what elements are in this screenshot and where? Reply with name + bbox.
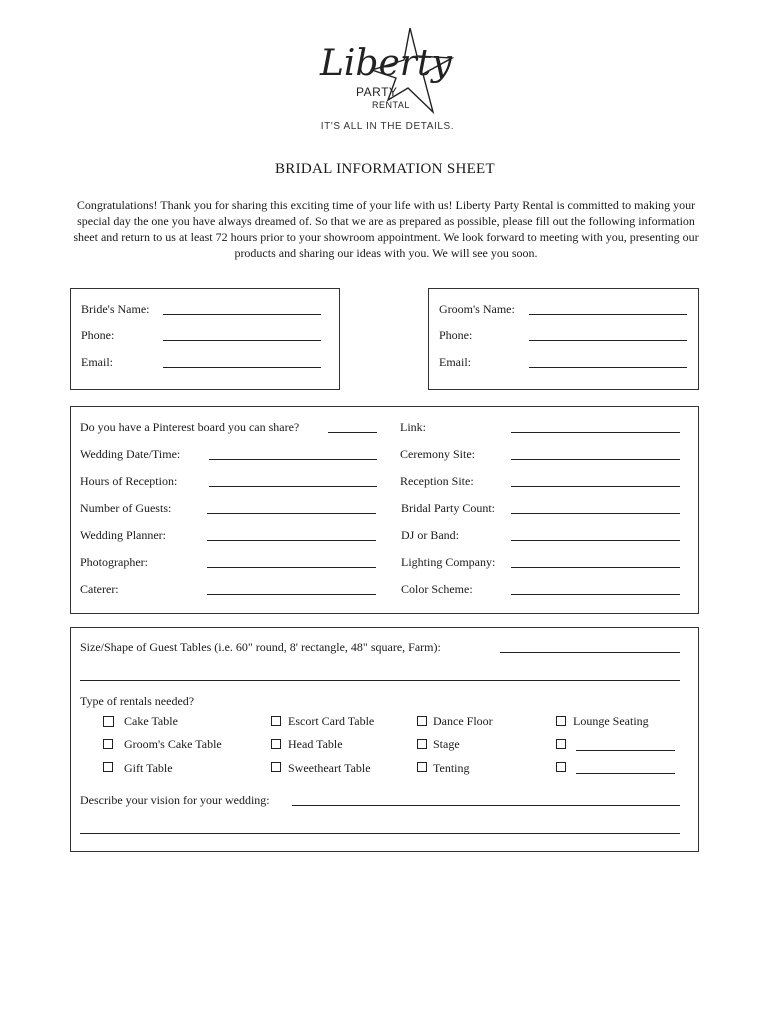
color-scheme-label: Color Scheme: <box>401 582 473 596</box>
intro-paragraph: Congratulations! Thank you for sharing this exciting time of your life with us! Liberty Party Rental is committed to making your special day the one you have always dreamed of. So that we are as prepared as possible, please fill out the following information sheet and return to us at least 72 hours prior to your showroom appointment. We look forward to meeting with you, presenting our products and sharing our ideas with you. We will see you soon. <box>73 198 699 260</box>
dj-label: DJ or Band: <box>401 528 459 542</box>
escort-card-table-label: Escort Card Table <box>288 714 375 728</box>
table-shape-label: Size/Shape of Guest Tables (i.e. 60" round, 8' rectangle, 48" square, Farm): <box>80 640 441 654</box>
other-rental-2-checkbox[interactable] <box>556 762 566 772</box>
lighting-label: Lighting Company: <box>401 555 496 569</box>
lighting-field[interactable] <box>511 567 680 568</box>
groom-email-label: Email: <box>439 355 471 369</box>
link-label: Link: <box>400 420 426 434</box>
cake-table-checkbox[interactable] <box>103 716 114 727</box>
gift-table-checkbox[interactable] <box>103 762 113 772</box>
cake-table-label: Cake Table <box>124 714 178 728</box>
other-rental-2-field[interactable] <box>576 773 675 774</box>
color-scheme-field[interactable] <box>511 594 680 595</box>
planner-field[interactable] <box>207 540 376 541</box>
groom-email-field[interactable] <box>529 367 687 368</box>
grooms-cake-table-checkbox[interactable] <box>103 739 113 749</box>
ceremony-site-label: Ceremony Site: <box>400 447 475 461</box>
photographer-label: Photographer: <box>80 555 148 569</box>
dj-field[interactable] <box>511 540 680 541</box>
logo-party-text: PARTY <box>356 85 398 99</box>
dance-floor-label: Dance Floor <box>433 714 493 728</box>
hours-reception-field[interactable] <box>209 486 377 487</box>
rental-type-label: Type of rentals needed? <box>80 694 195 708</box>
lounge-seating-label: Lounge Seating <box>573 714 649 728</box>
party-count-label: Bridal Party Count: <box>401 501 495 515</box>
groom-name-label: Groom's Name: <box>439 302 515 316</box>
escort-card-table-checkbox[interactable] <box>271 716 281 726</box>
bride-phone-field[interactable] <box>163 340 321 341</box>
tagline: IT'S ALL IN THE DETAILS. <box>320 121 455 132</box>
pinterest-field[interactable] <box>328 432 377 433</box>
caterer-label: Caterer: <box>80 582 119 596</box>
sweetheart-table-label: Sweetheart Table <box>288 761 371 775</box>
bride-name-field[interactable] <box>163 314 321 315</box>
groom-name-field[interactable] <box>529 314 687 315</box>
bride-phone-label: Phone: <box>81 328 115 342</box>
vision-field[interactable] <box>292 805 680 806</box>
table-shape-field-line2[interactable] <box>80 680 680 681</box>
bride-email-field[interactable] <box>163 367 321 368</box>
liberty-party-rental-logo <box>312 20 462 120</box>
gift-table-label: Gift Table <box>124 761 173 775</box>
guests-label: Number of Guests: <box>80 501 172 515</box>
groom-phone-label: Phone: <box>439 328 473 342</box>
caterer-field[interactable] <box>207 594 376 595</box>
groom-phone-field[interactable] <box>529 340 687 341</box>
page-title: BRIDAL INFORMATION SHEET <box>275 161 495 177</box>
dance-floor-checkbox[interactable] <box>417 716 427 726</box>
head-table-checkbox[interactable] <box>271 739 281 749</box>
reception-site-label: Reception Site: <box>400 474 474 488</box>
head-table-label: Head Table <box>288 737 343 751</box>
guests-field[interactable] <box>207 513 376 514</box>
planner-label: Wedding Planner: <box>80 528 167 542</box>
other-rental-1-field[interactable] <box>576 750 675 751</box>
stage-checkbox[interactable] <box>417 739 427 749</box>
party-count-field[interactable] <box>511 513 680 514</box>
pinterest-label: Do you have a Pinterest board you can share? <box>80 420 300 434</box>
link-field[interactable] <box>511 432 680 433</box>
photographer-field[interactable] <box>207 567 376 568</box>
bride-email-label: Email: <box>81 355 113 369</box>
tenting-label: Tenting <box>433 761 470 775</box>
wedding-date-label: Wedding Date/Time: <box>80 447 181 461</box>
logo-rental-text: RENTAL <box>372 100 410 110</box>
other-rental-1-checkbox[interactable] <box>556 739 566 749</box>
table-shape-field[interactable] <box>500 652 680 653</box>
vision-field-line2[interactable] <box>80 833 680 834</box>
bride-name-label: Bride's Name: <box>81 302 150 316</box>
logo-script-text: Liberty <box>320 43 452 84</box>
sweetheart-table-checkbox[interactable] <box>271 762 281 772</box>
lounge-seating-checkbox[interactable] <box>556 716 566 726</box>
stage-label: Stage <box>433 737 460 751</box>
vision-label: Describe your vision for your wedding: <box>80 793 270 807</box>
hours-reception-label: Hours of Reception: <box>80 474 178 488</box>
reception-site-field[interactable] <box>511 486 680 487</box>
ceremony-site-field[interactable] <box>511 459 680 460</box>
tenting-checkbox[interactable] <box>417 762 427 772</box>
wedding-date-field[interactable] <box>209 459 377 460</box>
grooms-cake-table-label: Groom's Cake Table <box>124 737 222 751</box>
